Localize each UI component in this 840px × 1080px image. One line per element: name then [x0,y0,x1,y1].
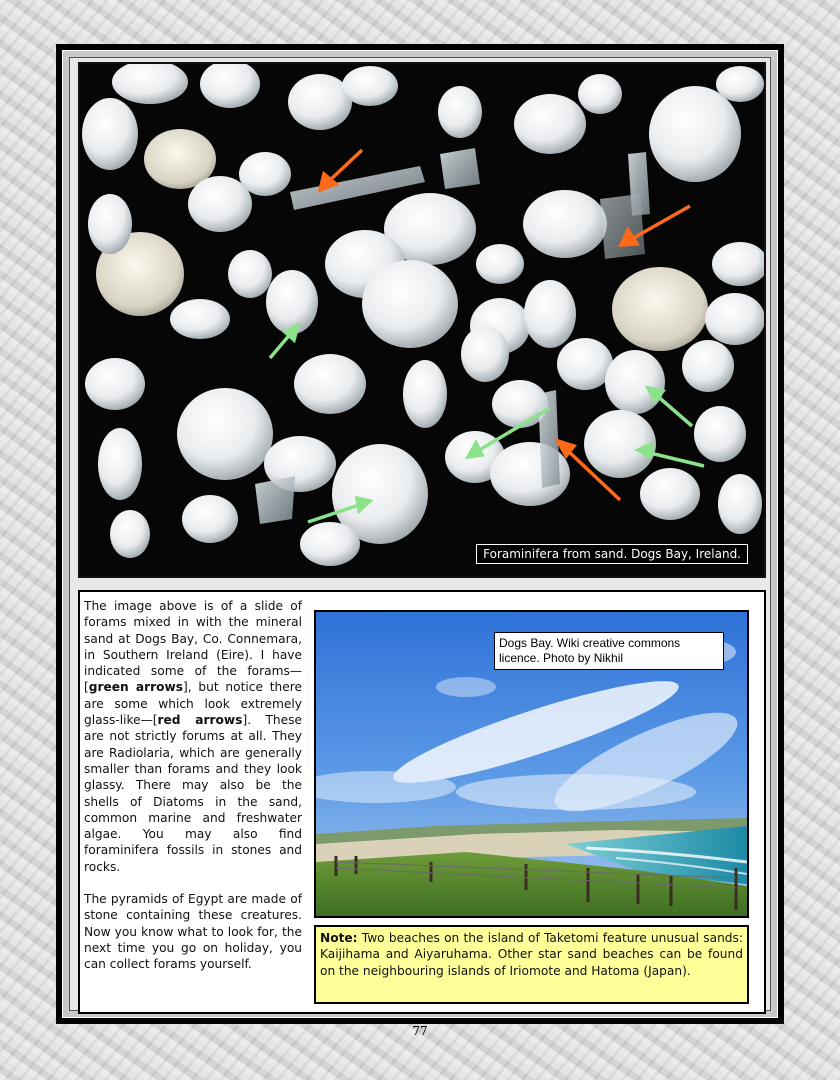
dogs-bay-photo [314,610,749,918]
note-label: Note: [320,931,358,945]
page-number: 77 [412,1024,428,1038]
paragraph-forams [84,598,302,875]
body-text [84,598,302,989]
paragraph-forams-part-a: The image above is of a slide of forams mixed in with the mineral sand at Dogs Bay, Co. Connemara, in Southern Ireland (Eire). I have indicated some of the forams—[ [84,599,302,695]
red-arrows-label: red arrows [157,713,243,728]
dogs-bay-caption: Dogs Bay. Wiki creative commons licence. Photo by Nikhil [494,632,724,670]
paragraph-forams-part-b: ], but notice there are some which look extremely glass-like—[ [84,680,302,728]
note-box [314,925,749,1004]
paragraph-forams-part-c: ]. These are not strictly forums at all. They are Radiolaria, which are generally smaller than forams and they look glassy. There may also be the shells of Diatoms in the sand, common marine and freshwater algae. You may also find foraminifera fossils in stones and rocks. [84,713,302,874]
foraminifera-photo [78,62,766,578]
paragraph-pyramids: The pyramids of Egypt are made of stone containing these creatures. Now you know what to look for, the next time you go on holiday, you can collect forams yourself. [84,892,302,972]
foraminifera-caption: Foraminifera from sand. Dogs Bay, Ireland. [476,544,748,564]
green-arrows-label: green arrows [88,680,183,695]
foraminifera-image [80,64,766,578]
note-text: Two beaches on the island of Taketomi feature unusual sands: Kaijihama and Aiyaruhama. Other star sand beaches can be found on the neighbouring islands of Iriomote and Hatoma (Japan). [320,931,743,978]
